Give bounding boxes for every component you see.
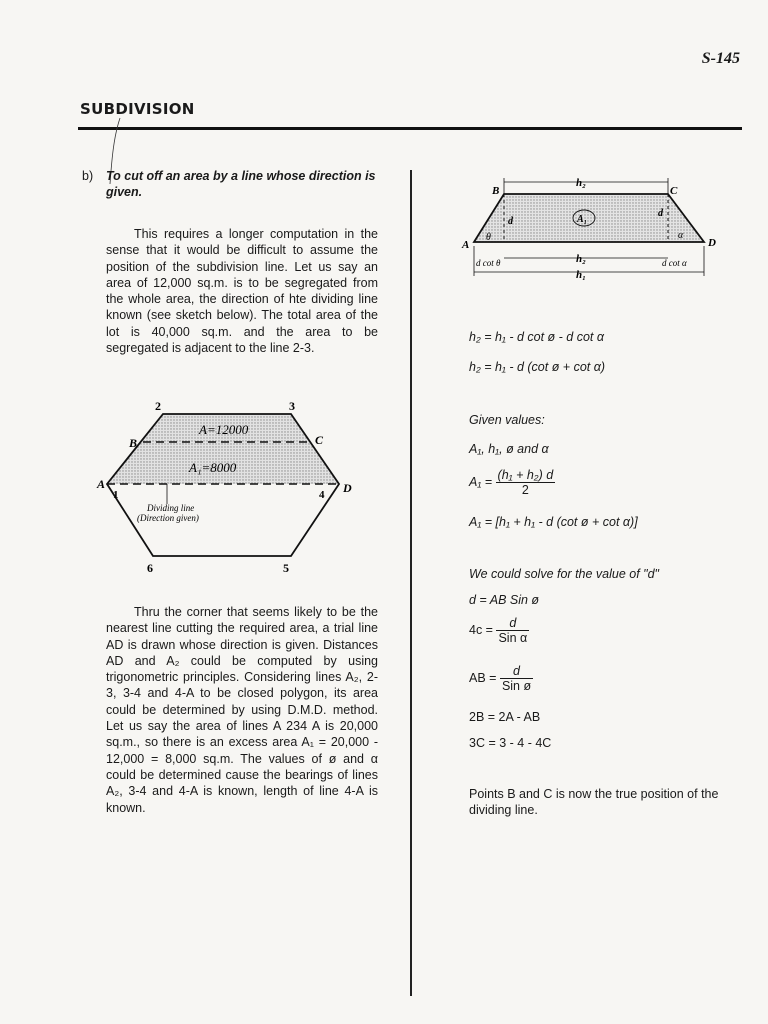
eq6-denominator: Sin α xyxy=(498,631,528,645)
tr-label-h2-top: h₂ xyxy=(576,177,586,189)
eq7-lhs: AB = xyxy=(469,670,497,685)
label-5: 5 xyxy=(283,561,289,575)
hexagon-lot-figure xyxy=(95,398,365,580)
area-8000-label: A₁=8000 xyxy=(189,460,237,475)
equation-h2-2: h₂ = h₁ - d (cot ø + cot α) xyxy=(469,360,606,374)
equation-h2-1: h₂ = h₁ - d cot ø - d cot α xyxy=(469,330,604,344)
section-title: SUBDIVISION xyxy=(80,100,195,118)
equation-4c xyxy=(469,616,529,645)
label-1: 1 xyxy=(113,489,119,501)
eq7-fraction xyxy=(500,664,533,693)
tr-label-B: B xyxy=(492,185,500,197)
column-divider xyxy=(410,170,412,996)
equation-d: d = AB Sin ø xyxy=(469,593,540,607)
dividing-line-label: Dividing line xyxy=(147,503,195,513)
eq6-fraction xyxy=(496,616,529,645)
solve-note: We could solve for the value of "d" xyxy=(469,567,659,581)
given-values-list: A₁, h₁, ø and α xyxy=(469,442,549,456)
tr-label-theta: θ xyxy=(486,232,491,243)
method-paragraph: Thru the corner that seems likely to be the nearest line cutting the required area, a trial line AD is drawn whose direction is given. Distances AD and A₂ could be computed by using trigonometric principles. Considering lines A₂, 2-3, 3-4 and 4-A to be closed polygon, its area could be determined by using D.M.D. method. Let us say the area of lines A 234 A is 20,000 sq.m., so there is an excess area A₁ = 20,000 - 12,000 = 8,000 sq.m. The values of ø and α could be determined cause the bearings of lines A₂, 3-4 and 4-A is known, length of line 4-A is known. xyxy=(106,605,378,815)
label-B: B xyxy=(129,436,138,450)
eq6-numerator: d xyxy=(496,616,529,631)
eq3-numerator: (h₁ + h₂) d xyxy=(497,468,554,482)
tr-label-h2-mid: h₂ xyxy=(576,253,586,265)
eq6-lhs: 4c = xyxy=(469,622,493,637)
equation-3c: 3C = 3 - 4 - 4C xyxy=(469,736,552,750)
equation-area-fraction xyxy=(469,468,555,497)
tr-label-area: A₁ xyxy=(577,214,588,225)
tr-label-A: A xyxy=(462,239,470,251)
tr-label-C: C xyxy=(670,185,678,197)
tr-label-d-right: d xyxy=(658,208,663,219)
label-4: 4 xyxy=(319,489,325,501)
item-b-heading xyxy=(82,168,382,201)
tr-label-dcot-left: d cot θ xyxy=(476,258,501,268)
item-heading-text: To cut off an area by a line whose direction is given. xyxy=(106,169,376,200)
given-values-title: Given values: xyxy=(469,413,545,427)
label-C: C xyxy=(315,433,324,447)
label-3: 3 xyxy=(289,399,295,413)
tr-label-dcot-right: d cot α xyxy=(662,258,687,268)
eq3-denominator: 2 xyxy=(521,483,529,497)
tr-label-h1: h₁ xyxy=(576,269,586,281)
eq7-denominator: Sin ø xyxy=(501,679,532,693)
conclusion-text: Points B and C is now the true position of the dividing line. xyxy=(469,787,719,817)
direction-given-label: (Direction given) xyxy=(137,513,199,523)
eq7-numerator: d xyxy=(500,664,533,679)
item-label: b) xyxy=(82,169,94,183)
label-D: D xyxy=(343,481,352,495)
label-2: 2 xyxy=(155,399,161,413)
label-6: 6 xyxy=(147,561,153,575)
eq3-lhs: A₁ = xyxy=(469,474,493,489)
equation-area-expanded: A₁ = [h₁ + h₁ - d (cot ø + cot α)] xyxy=(469,515,638,529)
label-A: A xyxy=(97,477,106,491)
tr-label-alpha: α xyxy=(678,230,684,241)
tr-label-d-left: d xyxy=(508,216,513,227)
equation-ab xyxy=(469,664,533,693)
page-number: S-145 xyxy=(701,50,740,67)
tr-label-D: D xyxy=(708,237,716,249)
area-12000-label: A=12000 xyxy=(199,422,249,437)
equation-2b: 2B = 2A - AB xyxy=(469,710,541,724)
header-rule xyxy=(78,127,742,130)
intro-paragraph: This requires a longer computation in the sense that it would be difficult to assume the position of the subdivision line. Let us say an area of 12,000 sq.m. is to be segregated from the whole area, the direction of hte dividing line known (see sketch below). The total area of the lot is 40,000 sq.m. and the area to be segregated is adjacent to the line 2-3. xyxy=(106,227,378,356)
eq3-fraction xyxy=(496,468,556,497)
trapezoid-figure xyxy=(458,172,728,290)
